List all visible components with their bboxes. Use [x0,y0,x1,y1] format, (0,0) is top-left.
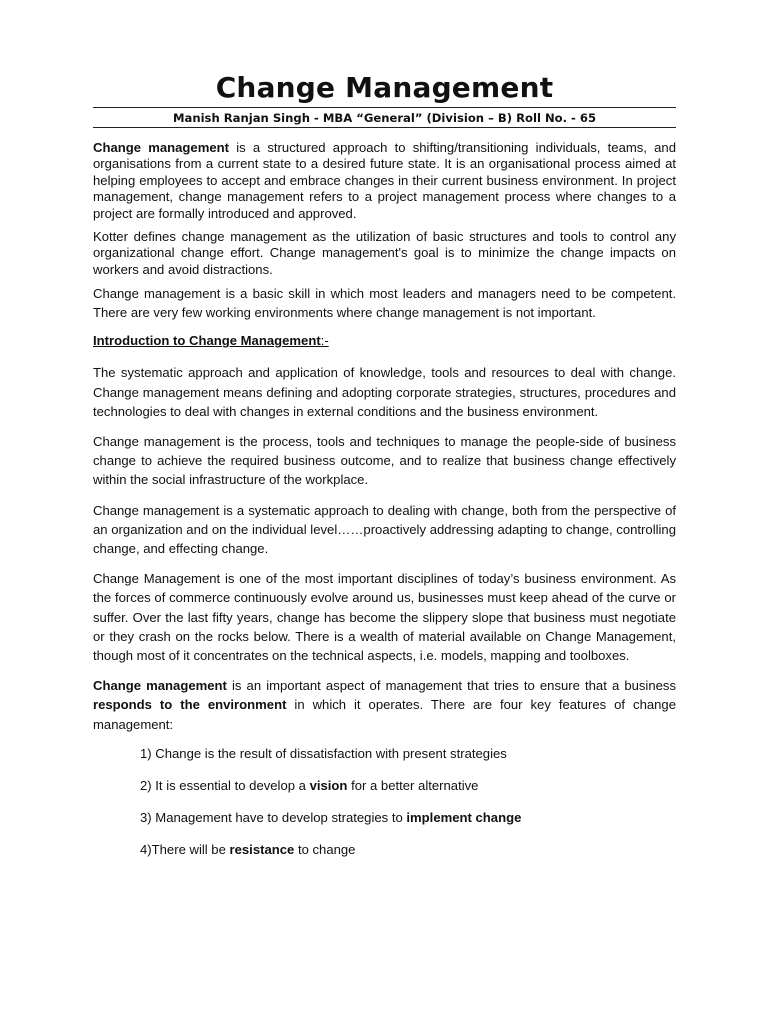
list-item-text: to change [294,841,356,857]
list-item-text: 2) It is essential to develop a [140,777,310,793]
paragraph-process-tools: Change management is the process, tools and techniques to manage the people-side of business change to achieve the required business outcome, and to realize that business change effectively within the social infrastructure of the workplace. [93,434,676,488]
bold-term: Change management [93,140,229,155]
paragraph-text: is an important aspect of management that tries to ensure that a business [226,678,677,694]
list-item-bold: vision [309,777,348,793]
list-item-text: 4)There will be [140,841,230,857]
paragraph-perspective: Change management is a systematic approach to dealing with change, both from the perspective of an organization and on the individual level……proactively addressing adapting to change, controlling change, and effecting change. [93,502,676,557]
list-item [140,744,676,763]
author-text: Manish Ranjan Singh - MBA “General” (Division – B) Roll No. - 65 [172,111,597,125]
list-item-text: for a better alternative [347,777,479,793]
bold-term: Change management [93,678,227,694]
feature-list [93,744,676,859]
paragraph-systematic-approach: The systematic approach and application of knowledge, tools and resources to deal with change. Change management means defining and adopting corporate strategies, structures, procedures and technologies to deal with changes in external conditions and the business environment. [93,365,676,419]
paragraph-key-features [93,676,676,734]
list-item-bold: resistance [229,841,295,857]
list-item-bold: implement change [406,809,522,825]
document-page [93,70,676,872]
list-item-text: 1) Change is the result of dissatisfaction with present strategies [140,745,507,761]
paragraph-text: is a structured approach to shifting/transitioning individuals, teams, and organisations from a current state to a desired future state. It is an organisational process aimed at helping employees to accept and embrace changes in their current business environment. In project management, change management refers to a project management process where changes to a project are formally introduced and approved. [93,140,676,221]
section-heading-introduction [93,332,676,350]
paragraph-disciplines: Change Management is one of the most important disciplines of today’s business environment. As the forces of commerce continuously evolve around us, businesses must keep ahead of the curve or suffer. Over the last fifty years, change has become the slippery slope that business must negotiate or they crash on the rocks below. There is a wealth of material available on Change Management, though most of it concentrates on the technical aspects, i.e. models, mapping and toolboxes. [93,571,676,664]
paragraph-text: in which it operates. There are four key features of change management: [93,697,676,732]
list-item [140,776,676,795]
list-item-text: 3) Management have to develop strategies to [140,809,407,825]
paragraph-kotter: Kotter defines change management as the utilization of basic structures and tools to control any organizational change effort. Change management's goal is to minimize the change impacts on workers and avoid distractions. [93,229,676,277]
paragraph-definition [93,140,676,222]
section-heading-label: Introduction to Change Management [93,333,321,349]
author-line [93,107,676,128]
paragraph-basic-skill: Change management is a basic skill in which most leaders and managers need to be competent. There are very few working environments where change management is not important. [93,286,676,320]
list-item [140,840,676,859]
document-title: Change Management [215,71,554,104]
section-heading-suffix: :- [320,333,329,349]
list-item [140,808,676,827]
bold-phrase: responds to the environment [93,697,287,713]
